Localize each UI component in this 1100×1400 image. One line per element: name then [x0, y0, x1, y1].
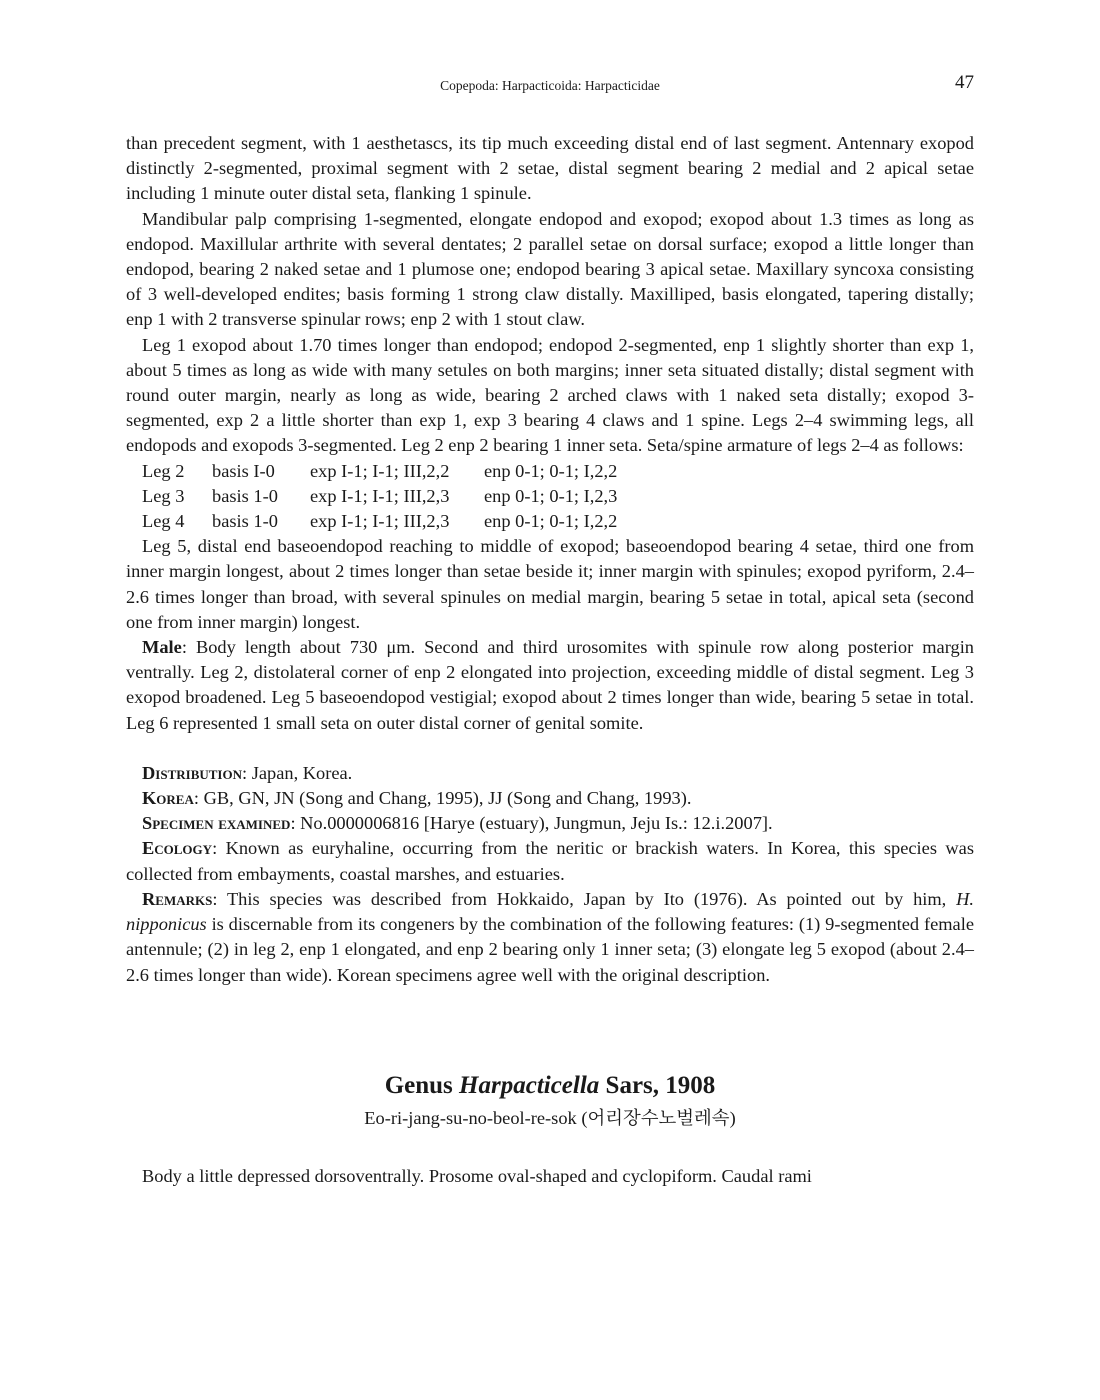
genus-heading [126, 1071, 974, 1101]
armature-exopod: exp I-1; I-1; III,2,3 [310, 485, 450, 506]
paragraph-legs: Leg 1 exopod about 1.70 times longer than endopod; endopod 2-segmented, enp 1 slightly shorter than exp 1, about 5 times as long as wide with many setules on both margins; inner seta situated distally; distal segment with round outer margin, nearly as long as wide, bearing 2 arched claws with 1 naked seta distally; exopod 3-segmented, exp 2 a little shorter than exp 1, exp 3 bearing 4 claws and 1 spine. Legs 2–4 swimming legs, all endopods and exopods 3-segmented. Leg 2 enp 2 bearing 1 inner seta. Seta/spine armature of legs 2–4 as follows: [126, 334, 974, 456]
armature-leg: Leg 4 [142, 511, 185, 532]
armature-row [142, 509, 617, 534]
armature-exopod: exp I-1; I-1; III,2,2 [310, 460, 450, 481]
armature-leg: Leg 3 [142, 485, 185, 506]
armature-basis: basis I-0 [212, 460, 275, 481]
korea-label: Korea [142, 788, 194, 809]
male-label: Male [142, 637, 182, 658]
page-body [126, 131, 974, 1189]
paragraph-antenna: than precedent segment, with 1 aesthetascs, its tip much exceeding distal end of last segment. Antennary exopod distinctly 2-segmented, proximal segment with 2 setae, distal segment bearing 2 medial and 2 apical setae including 1 minute outer distal seta, flanking 1 spinule. [126, 133, 974, 204]
paragraph-leg5: Leg 5, distal end baseoendopod reaching to middle of exopod; baseoendopod bearing 4 setae, third one from inner margin longest, about 2 times longer than setae beside it; inner margin with spinules; exopod pyriform, 2.4–2.6 times longer than broad, with several spinules on medial margin, bearing 5 setae in total, apical seta (second one from inner margin) longest. [126, 536, 974, 632]
armature-endopod: enp 0-1; 0-1; I,2,2 [484, 511, 618, 532]
section-remarks [126, 887, 974, 988]
genus-name: Harpacticella [459, 1071, 600, 1099]
genus-authority: Sars, 1908 [599, 1071, 716, 1099]
armature-endopod: enp 0-1; 0-1; I,2,3 [484, 485, 618, 506]
section-korea [126, 786, 974, 811]
section-specimen [126, 811, 974, 836]
armature-leg: Leg 2 [142, 460, 185, 481]
armature-row [142, 484, 617, 509]
korea-text: : GB, GN, JN (Song and Chang, 1995), JJ (Song and Chang, 1993). [193, 788, 692, 809]
remarks-text-continued: is discernable from its congeners by the combination of the following features: (1) 9-segmented female antennule; (2) in leg 2, enp 1 elongated, and enp 2 bearing only 1 inner seta; (3) elongate leg 5 exopod (about 2.4–2.6 times longer than wide). Korean specimens agree well with the original description. [126, 914, 974, 985]
remarks-label: Remarks [142, 888, 213, 909]
section-ecology [126, 836, 974, 886]
ecology-text: : Known as euryhaline, occurring from the neritic or brackish waters. In Korea, this species was collected from embayments, coastal marshes, and estuaries. [126, 838, 974, 884]
armature-basis: basis 1-0 [212, 485, 278, 506]
genus-prefix: Genus [384, 1071, 460, 1099]
armature-table [142, 459, 617, 535]
page-number: 47 [955, 72, 974, 93]
paragraph-genus-description: Body a little depressed dorsoventrally. Prosome oval-shaped and cyclopiform. Caudal rami [142, 1165, 812, 1186]
armature-basis: basis 1-0 [212, 511, 278, 532]
specimen-text: : No.0000006816 [Harye (estuary), Jungmun, Jeju Is.: 12.i.2007]. [290, 813, 773, 834]
running-title: Copepoda: Harpacticoida: Harpacticidae [440, 78, 660, 93]
armature-exopod: exp I-1; I-1; III,2,3 [310, 511, 450, 532]
ecology-label: Ecology [142, 838, 213, 859]
distribution-label: Distribution [142, 762, 242, 783]
section-distribution [126, 761, 974, 786]
armature-endopod: enp 0-1; 0-1; I,2,2 [484, 460, 618, 481]
male-description: : Body length about 730 μm. Second and third urosomites with spinule row along posterior margin ventrally. Leg 2, distolateral corner of enp 2 elongated into projection, exceeding middle of distal segment. Leg 3 exopod broadened. Leg 5 baseoendopod vestigial; exopod about 2 times longer than wide, bearing 5 setae in total. Leg 6 represented 1 small seta on outer distal corner of genital somite. [126, 637, 974, 733]
genus-korean-name: Eo-ri-jang-su-no-beol-re-sok (어리장수노벌레속) [364, 1107, 736, 1128]
specimen-label: Specimen examined [142, 813, 291, 834]
remarks-text: : This species was described from Hokkaido, Japan by Ito (1976). As pointed out by him, [212, 888, 957, 909]
species-name: H. nipponicus [126, 888, 974, 935]
armature-row [142, 459, 617, 484]
paragraph-male [126, 635, 974, 736]
distribution-text: : Japan, Korea. [241, 762, 353, 783]
paragraph-mouthparts: Mandibular palp comprising 1-segmented, elongate endopod and exopod; exopod about 1.3 times as long as endopod. Maxillular arthrite with several dentates; 2 parallel setae on dorsal surface; exopod a little longer than endopod, bearing 2 naked setae and 1 plumose one; endopod bearing 3 apical setae. Maxillary syncoxa consisting of 3 well-developed endites; basis forming 1 strong claw distally. Maxilliped, basis elongated, tapering distally; enp 1 with 2 transverse spinular rows; enp 2 with 1 stout claw. [126, 208, 974, 330]
